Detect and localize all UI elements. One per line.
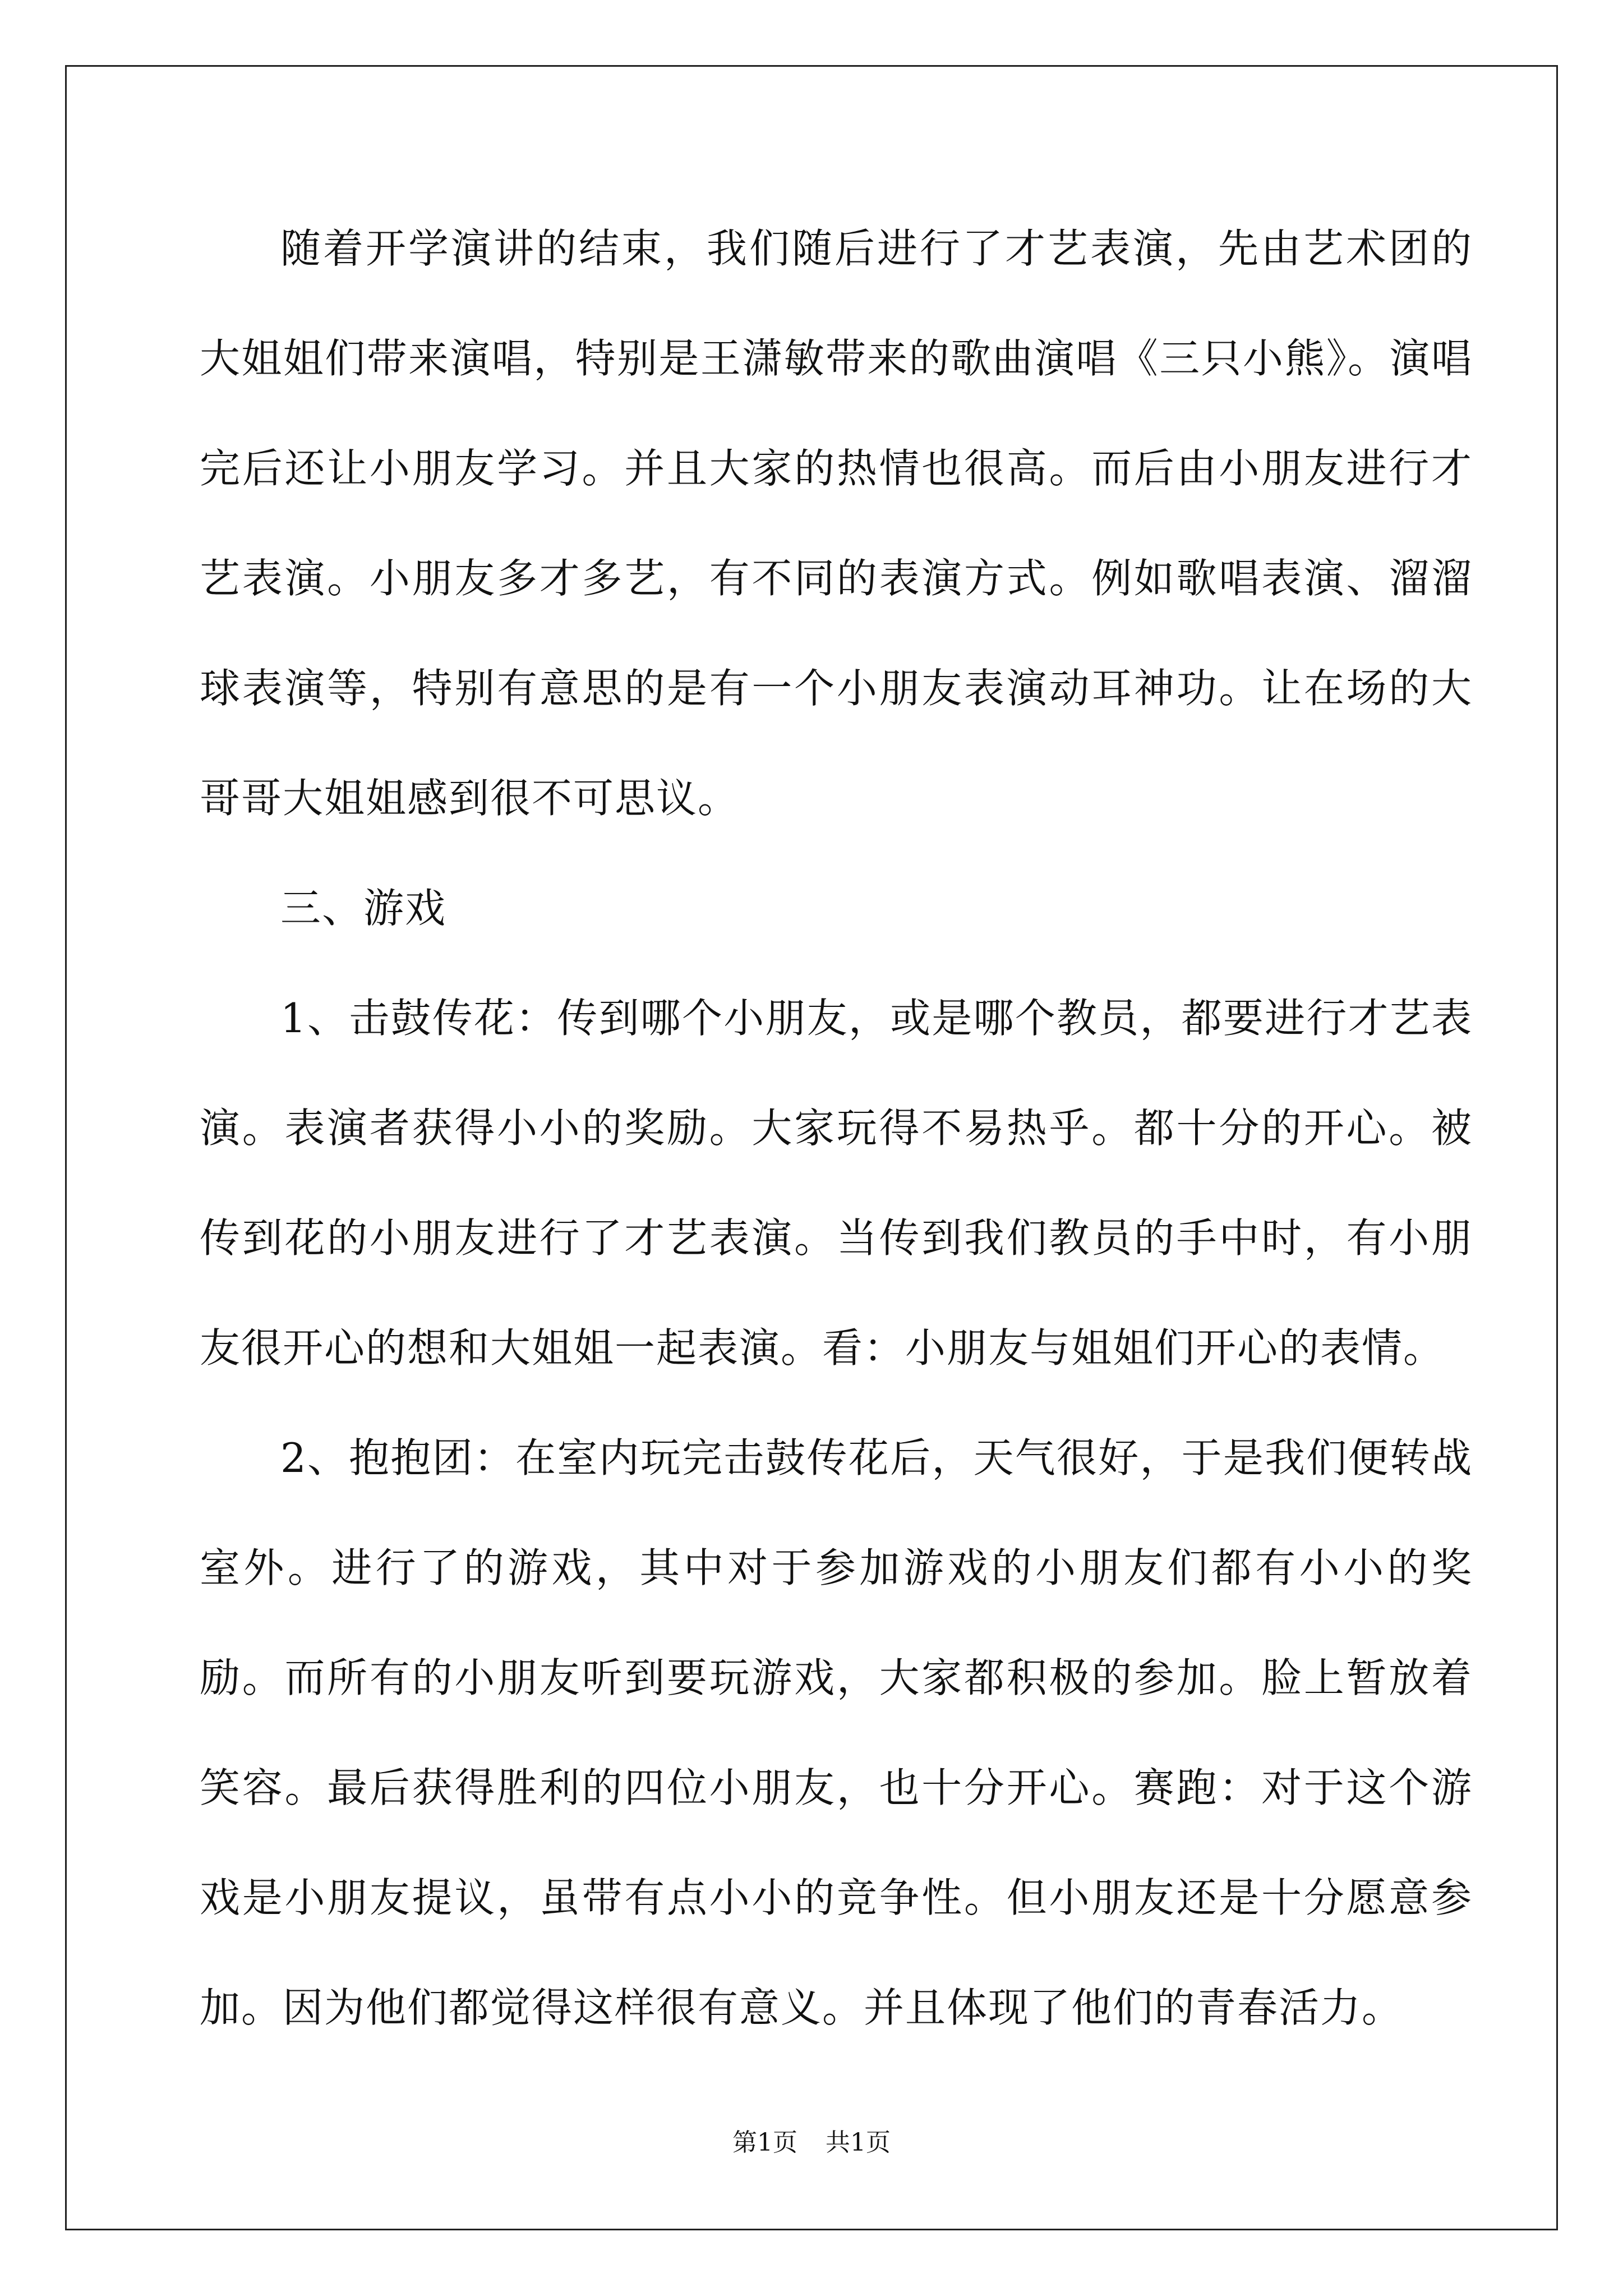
document-body [200, 194, 1473, 2063]
page-number-current: 第1页 [732, 2128, 797, 2157]
paragraph-game-pass-flower: 1、击鼓传花：传到哪个小朋友，或是哪个教员，都要进行才艺表演。表演者获得小小的奖励。大家玩得不易热乎。都十分的开心。被传到花的小朋友进行了才艺表演。当传到我们教员的手中时，有小朋友很开心的想和大姐姐一起表演。看：小朋友与姐姐们开心的表情。 [200, 995, 1473, 1372]
section-heading-games: 三、游戏 [280, 885, 447, 932]
page-footer [0, 2126, 1623, 2160]
paragraph-game-hug-group: 2、抱抱团：在室内玩完击鼓传花后，天气很好，于是我们便转战室外。进行了的游戏，其中对于参加游戏的小朋友们都有小小的奖励。而所有的小朋友听到要玩游戏，大家都积极的参加。脸上暂放着笑容。最后获得胜利的四位小朋友，也十分开心。赛跑：对于这个游戏是小朋友提议，虽带有点小小的竞争性。但小朋友还是十分愿意参加。因为他们都觉得这样很有意义。并且体现了他们的青春活力。 [200, 1434, 1473, 2031]
page-number-total: 共1页 [826, 2128, 891, 2157]
paragraph-talent-show: 随着开学演讲的结束，我们随后进行了才艺表演，先由艺术团的大姐姐们带来演唱，特别是王潇敏带来的歌曲演唱《三只小熊》。演唱完后还让小朋友学习。并且大家的热情也很高。而后由小朋友进行才艺表演。小朋友多才多艺，有不同的表演方式。例如歌唱表演、溜溜球表演等，特别有意思的是有一个小朋友表演动耳神功。让在场的大哥哥大姐姐感到很不可思议。 [200, 225, 1473, 822]
